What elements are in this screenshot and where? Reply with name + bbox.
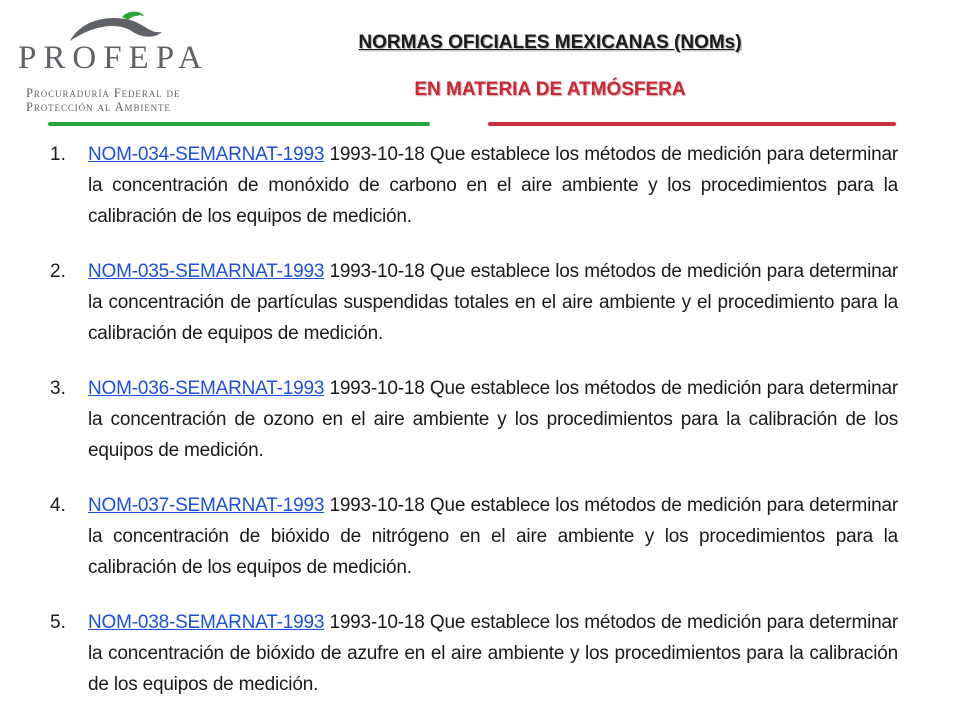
logo-wordmark: PROFEPA (18, 40, 209, 76)
logo-subtitle-line1: Procuraduría Federal de (26, 86, 181, 100)
page-title: NORMAS OFICIALES MEXICANAS (NOMs) (358, 32, 742, 53)
page-subtitle: EN MATERIA DE ATMÓSFERA (414, 79, 686, 100)
item-number: 4. (50, 495, 66, 516)
item-description: Que establece los métodos de medición para determinar la concentración de ozono en el aire ambiente y los procedimientos para la calibración de los equipos de medición. (88, 378, 898, 461)
logo-subtitle-line2: Protección al Ambiente (26, 100, 171, 114)
item-number: 3. (50, 378, 66, 399)
item-number: 5. (50, 612, 66, 633)
profepa-logo (10, 8, 220, 113)
nom-link[interactable]: NOM-037-SEMARNAT-1993 (88, 495, 325, 516)
item-description: Que establece los métodos de medición para determinar la concentración de monóxido de carbono en el aire ambiente y los procedimientos para la calibración de los equipos de medición. (88, 144, 898, 227)
item-date: 1993-10-18 (329, 144, 425, 165)
item-description: Que establece los métodos de medición para determinar la concentración de bióxido de nitrógeno en el aire ambiente y los procedimientos para la calibración de los equipos de medición. (88, 495, 898, 578)
item-number: 1. (50, 144, 66, 165)
list-item (50, 373, 898, 466)
divider-green (48, 122, 430, 126)
divider-red (488, 122, 896, 126)
item-description: Que establece los métodos de medición para determinar la concentración de partículas suspendidas totales en el aire ambiente y el procedimiento para la calibración de equipos de medición. (88, 261, 898, 344)
item-date: 1993-10-18 (329, 495, 425, 516)
nom-list (50, 139, 898, 724)
list-item (50, 607, 898, 700)
nom-link[interactable]: NOM-035-SEMARNAT-1993 (88, 261, 325, 282)
item-number: 2. (50, 261, 66, 282)
nom-link[interactable]: NOM-038-SEMARNAT-1993 (88, 612, 325, 633)
nom-link[interactable]: NOM-036-SEMARNAT-1993 (88, 378, 325, 399)
item-description: Que establece los métodos de medición para determinar la concentración de bióxido de azufre en el aire ambiente y los procedimientos para la calibración de los equipos de medición. (88, 612, 898, 695)
item-date: 1993-10-18 (329, 612, 425, 633)
item-date: 1993-10-18 (329, 378, 425, 399)
item-date: 1993-10-18 (329, 261, 425, 282)
list-item (50, 490, 898, 583)
list-item (50, 139, 898, 232)
nom-link[interactable]: NOM-034-SEMARNAT-1993 (88, 144, 325, 165)
list-item (50, 256, 898, 349)
